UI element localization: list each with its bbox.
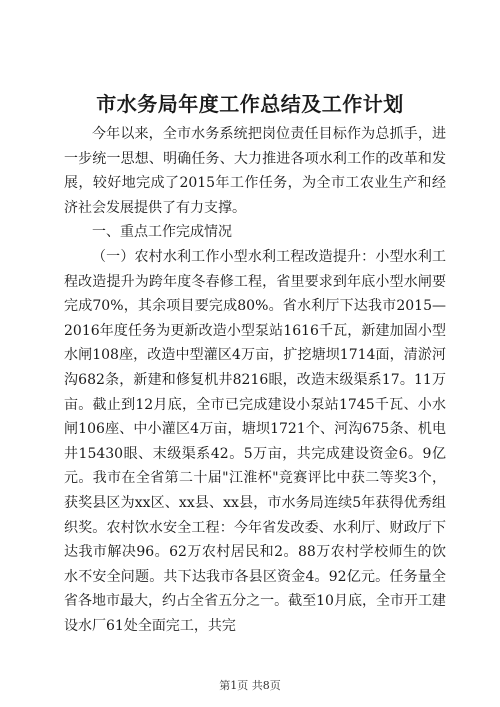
paragraph-rural-water: （一）农村水利工作小型水利工程改造提升：小型水利工程改造提升为跨年度冬春修工程，省里要求到年底小型水闸要完成70%，其余项目要完成80%。省水利厅下达我市2015—2016年度任务为更新改造小型泵站1616千瓦，新建加固小型水闸108座，改造中型灌区4万亩，扩挖塘坝1714面，清淤河沟682条，新建和修复机井8216眼，改造末级渠系17。11万亩。截止到12月底，全市已完成建设小泵站1745千瓦、小水闸106座、中小灌区4万亩，塘坝1721个、河沟675条、机电井15430眼、末级渠系42。5万亩，共完成建设资金6。9亿元。我市在全省第二十届"江淮杯"竞赛评比中获二等奖3个，获奖县区为xx区、xx县、xx县，市水务局连续5年获得优秀组织奖。农村饮水安全工程：今年省发改委、水利厅、财政厅下达我市解决96。62万农村居民和2。88万农村学校师生的饮水不安全问题。共下达我市各县区资金4。92亿元。任务量全省各地市最大，约占全省五分之一。截至10月底，全市开工建设水厂61处全面完工，共完 xyxy=(64,248,446,634)
document-title: 市水务局年度工作总结及工作计划 xyxy=(96,92,404,116)
document-body xyxy=(64,122,446,638)
page-footer: 第1页 共8页 xyxy=(219,679,281,692)
section-heading: 一、重点工作完成情况 xyxy=(92,224,232,241)
paragraph-intro: 今年以来，全市水务系统把岗位责任目标作为总抓手，进一步统一思想、明确任务、大力推进各项水利工作的改革和发展，较好地完成了2015年工作任务，为全市工农业生产和经济社会发展提供了有力支撑。 xyxy=(64,126,446,216)
